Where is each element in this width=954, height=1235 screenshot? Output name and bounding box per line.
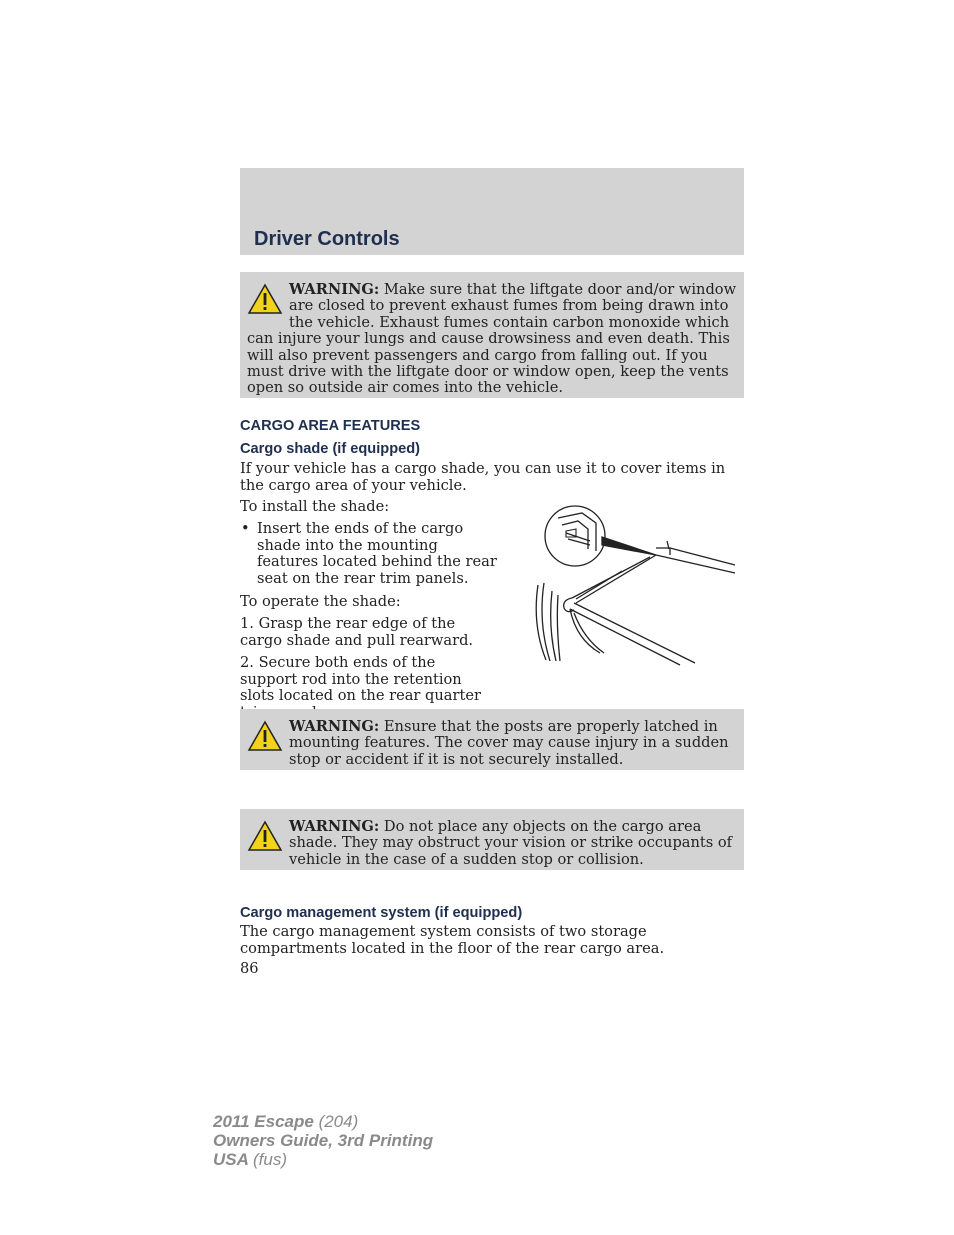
cargo-management-subheading: Cargo management system (if equipped) [240, 905, 523, 921]
warning-box [240, 709, 744, 770]
operate-step-2: 2. Secure both ends of the support rod into the retention slots located on the rear quarter [240, 654, 481, 704]
section-title: Driver Controls [254, 228, 400, 250]
install-bullet [240, 521, 500, 587]
cargo-area-heading: CARGO AREA FEATURES [240, 418, 421, 434]
warning-text: Ensure that the posts are properly latched in mounting features. The cover may cause injury in a sudden stop or accident if it is not securely installed. [289, 718, 729, 768]
warning-label: WARNING: [289, 818, 380, 835]
cargo-shade-illustration [530, 503, 740, 668]
operate-step-1: 1. Grasp the rear edge of the cargo shade and pull rearward. [240, 615, 474, 649]
document-footer [213, 1112, 433, 1169]
install-label: To install the shade: [240, 498, 390, 515]
warning-box [240, 809, 744, 870]
section-header-bar [240, 168, 744, 255]
warning-label: WARNING: [289, 718, 380, 735]
warning-text: Do not place any objects on the cargo area shade. They may obstruct your vision or strike occupants of vehicle in the case of a sudden stop or collision. [289, 818, 733, 868]
footer-line-3 [213, 1150, 433, 1169]
footer-line-1 [213, 1112, 433, 1131]
install-bullet-text: Insert the ends of the cargo shade into the mounting features located behind the rear seat on the rear trim panels. [257, 520, 497, 587]
operate-label: To operate the shade: [240, 593, 401, 610]
page-number: 86 [240, 960, 259, 977]
footer-model: 2011 Escape [213, 1112, 314, 1131]
cargo-management-text: The cargo management system consists of two storage compartments located in the floor of the rear cargo area. [240, 923, 665, 957]
footer-region-code: (fus) [253, 1150, 287, 1169]
warning-text: Make sure that the liftgate door and/or window are closed to prevent exhaust fumes from being drawn into the vehicle. Exhaust fumes contain carbon monoxide which can injure your lungs and cause drowsiness and even death. This will also prevent passengers and cargo from falling out. If you must drive with the liftgate door or window open, keep the vents open so outside air comes into the vehicle. [247, 281, 737, 397]
warning-triangle-icon [247, 282, 283, 316]
warning-triangle-icon [247, 719, 283, 753]
warning-box [240, 272, 744, 398]
bullet-dot: • [241, 520, 250, 537]
footer-region: USA [213, 1150, 249, 1169]
footer-model-code: (204) [318, 1112, 359, 1131]
cargo-shade-subheading: Cargo shade (if equipped) [240, 441, 420, 457]
cargo-shade-intro: If your vehicle has a cargo shade, you can use it to cover items in the cargo area of your vehicle. [240, 460, 726, 494]
footer-line-2: Owners Guide, 3rd Printing [213, 1131, 434, 1150]
warning-triangle-icon [247, 819, 283, 853]
warning-label: WARNING: [289, 281, 380, 298]
